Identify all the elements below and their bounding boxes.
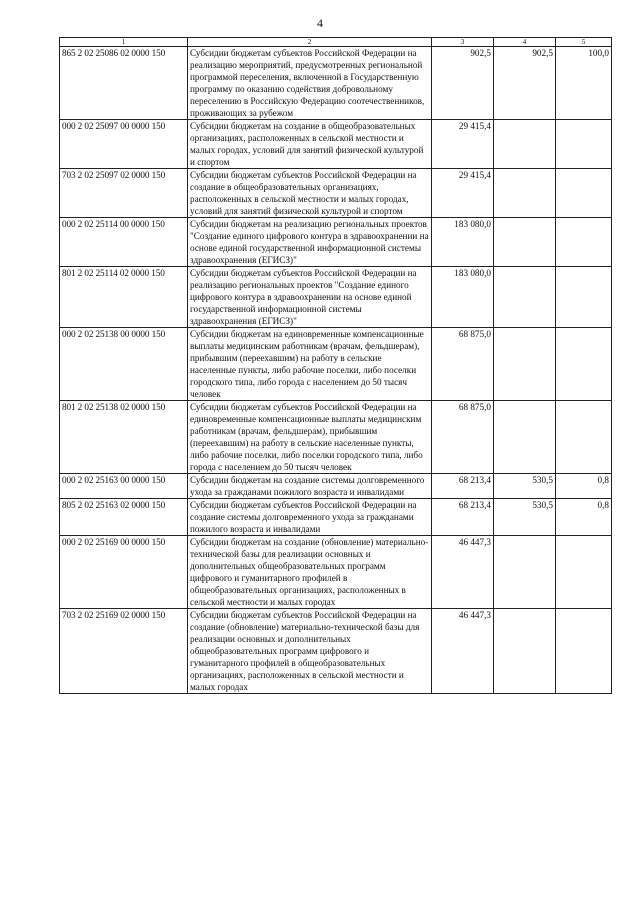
item-description: Субсидии бюджетам субъектов Российской Федерации на создание (обновление) материально-технической базы для реализации основных и дополнительных общеобразовательных программ цифрового и гуманитарного профилей в общеобразовательных организациях, расположенных в сельской местности и малых городах: [188, 609, 432, 694]
item-description: Субсидии бюджетам субъектов Российской Федерации на реализацию региональных проектов "Создание единого цифрового контура в здравоохранении на основе единой государственной информационной системы здравоохранения (ЕГИСЗ)": [188, 267, 432, 328]
executed-amount: [494, 536, 556, 609]
plan-amount: 29 415,4: [432, 120, 494, 169]
table-row: [60, 536, 612, 609]
plan-amount: 183 080,0: [432, 218, 494, 267]
execution-percent: [556, 120, 612, 169]
execution-percent: 0,8: [556, 499, 612, 536]
column-number: 4: [494, 38, 556, 47]
plan-amount: 183 080,0: [432, 267, 494, 328]
execution-percent: [556, 267, 612, 328]
execution-percent: [556, 536, 612, 609]
executed-amount: 530,5: [494, 499, 556, 536]
item-description: Субсидии бюджетам субъектов Российской Федерации на реализацию мероприятий, предусмотренных региональной программой переселения, включенной в Государственную программу по оказанию содействия добровольному переселению в Российскую Федерацию соотечественников, проживающих за рубежом: [188, 47, 432, 120]
table-row: [60, 609, 612, 694]
column-number-row: [60, 38, 612, 47]
item-description: Субсидии бюджетам субъектов Российской Федерации на единовременные компенсационные выплаты медицинским работникам (врачам, фельдшерам), прибывшим (переехавшим) на работу в сельские населенные пункты, либо рабочие поселки, либо поселки городского типа, либо города с населением до 50 тысяч человек: [188, 401, 432, 474]
budget-code: 703 2 02 25097 02 0000 150: [60, 169, 188, 218]
budget-code: 000 2 02 25097 00 0000 150: [60, 120, 188, 169]
budget-code: 801 2 02 25114 02 0000 150: [60, 267, 188, 328]
budget-code: 865 2 02 25086 02 0000 150: [60, 47, 188, 120]
table-row: [60, 474, 612, 499]
executed-amount: [494, 401, 556, 474]
executed-amount: 902,5: [494, 47, 556, 120]
execution-percent: [556, 169, 612, 218]
table-row: [60, 169, 612, 218]
column-number: 1: [60, 38, 188, 47]
budget-code: 000 2 02 25114 00 0000 150: [60, 218, 188, 267]
plan-amount: 902,5: [432, 47, 494, 120]
executed-amount: 530,5: [494, 474, 556, 499]
execution-percent: 100,0: [556, 47, 612, 120]
table-row: [60, 328, 612, 401]
execution-percent: [556, 328, 612, 401]
executed-amount: [494, 609, 556, 694]
budget-table: [59, 37, 612, 694]
executed-amount: [494, 267, 556, 328]
column-number: 2: [188, 38, 432, 47]
execution-percent: [556, 609, 612, 694]
table-row: [60, 267, 612, 328]
executed-amount: [494, 120, 556, 169]
plan-amount: 68 875,0: [432, 401, 494, 474]
item-description: Субсидии бюджетам на реализацию региональных проектов "Создание единого цифрового контура в здравоохранении на основе единой государственной информационной системы здравоохранения (ЕГИСЗ)": [188, 218, 432, 267]
executed-amount: [494, 218, 556, 267]
budget-code: 801 2 02 25138 02 0000 150: [60, 401, 188, 474]
item-description: Субсидии бюджетам на создание системы долговременного ухода за гражданами пожилого возраста и инвалидами: [188, 474, 432, 499]
plan-amount: 29 415,4: [432, 169, 494, 218]
plan-amount: 68 875,0: [432, 328, 494, 401]
plan-amount: 46 447,3: [432, 536, 494, 609]
page-number: 4: [317, 16, 323, 30]
table-row: [60, 499, 612, 536]
item-description: Субсидии бюджетам на создание в общеобразовательных организациях, расположенных в сельской местности и малых городах, условий для занятий физической культурой и спортом: [188, 120, 432, 169]
executed-amount: [494, 169, 556, 218]
plan-amount: 68 213,4: [432, 474, 494, 499]
budget-code: 000 2 02 25163 00 0000 150: [60, 474, 188, 499]
column-number: 5: [556, 38, 612, 47]
column-number: 3: [432, 38, 494, 47]
budget-code: 805 2 02 25163 02 0000 150: [60, 499, 188, 536]
budget-code: 703 2 02 25169 02 0000 150: [60, 609, 188, 694]
table-row: [60, 120, 612, 169]
table-row: [60, 218, 612, 267]
table-row: [60, 47, 612, 120]
item-description: Субсидии бюджетам субъектов Российской Федерации на создание системы долговременного ухода за гражданами пожилого возраста и инвалидами: [188, 499, 432, 536]
budget-code: 000 2 02 25138 00 0000 150: [60, 328, 188, 401]
item-description: Субсидии бюджетам на создание (обновление) материально-технической базы для реализации основных и дополнительных общеобразовательных программ цифрового и гуманитарного профилей в общеобразовательных организациях, расположенных в сельской местности и малых городах: [188, 536, 432, 609]
budget-code: 000 2 02 25169 00 0000 150: [60, 536, 188, 609]
table-row: [60, 401, 612, 474]
executed-amount: [494, 328, 556, 401]
plan-amount: 46 447,3: [432, 609, 494, 694]
execution-percent: [556, 218, 612, 267]
plan-amount: 68 213,4: [432, 499, 494, 536]
item-description: Субсидии бюджетам на единовременные компенсационные выплаты медицинским работникам (врачам, фельдшерам), прибывшим (переехавшим) на работу в сельские населенные пункты, либо рабочие поселки, либо поселки городского типа, либо города с населением до 50 тысяч человек: [188, 328, 432, 401]
item-description: Субсидии бюджетам субъектов Российской Федерации на создание в общеобразовательных организациях, расположенных в сельской местности и малых городах, условий для занятий физической культурой и спортом: [188, 169, 432, 218]
execution-percent: [556, 401, 612, 474]
execution-percent: 0,8: [556, 474, 612, 499]
